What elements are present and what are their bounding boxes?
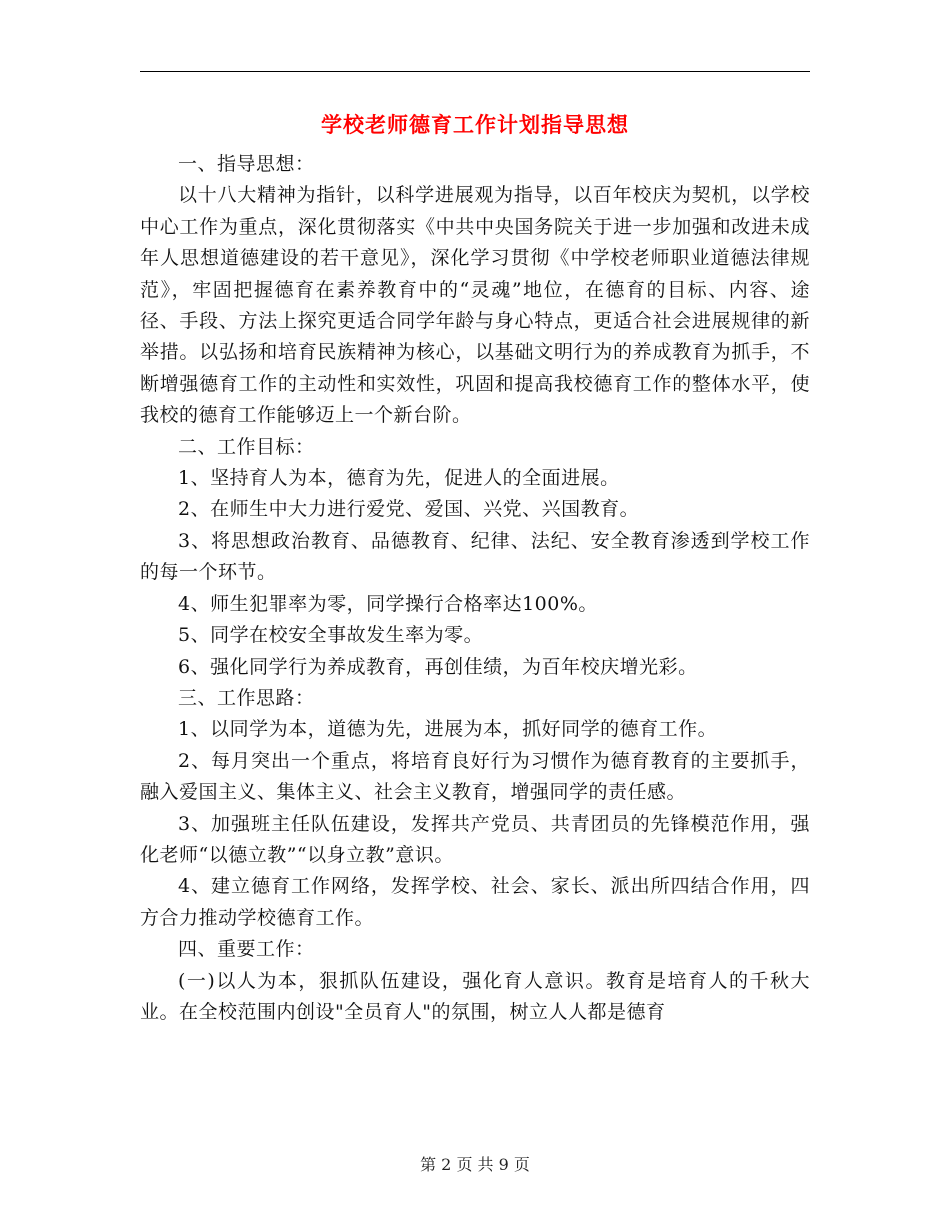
body-paragraph: 以十八大精神为指针，以科学进展观为指导，以百年校庆为契机，以学校中心工作为重点，深化贯彻落实《中共中央国务院关于进一步加强和改进未成年人思想道德建设的若干意见》，深化学习贯彻《中学校老师职业道德法律规范》，牢固把握德育在素养教育中的“灵魂”地位，在德育的目标、内容、途径、手段、方法上探究更适合同学年龄与身心特点，更适合社会进展规律的新举措。以弘扬和培育民族精神为核心，以基础文明行为的养成教育为抓手，不断增强德育工作的主动性和实效性，巩固和提高我校德育工作的整体水平，使我校的德育工作能够迈上一个新台阶。 <box>140 184 810 427</box>
list-item: 2、每月突出一个重点，将培育良好行为习惯作为德育教育的主要抓手，融入爱国主义、集体主义、社会主义教育，增强同学的责任感。 <box>140 749 810 804</box>
section-heading: 二、工作目标： <box>178 435 315 458</box>
section-heading: 三、工作思路： <box>178 686 315 709</box>
list-item: 4、师生犯罪率为零，同学操行合格率达100%。 <box>178 592 598 615</box>
list-item: 1、以同学为本，道德为先，进展为本，抓好同学的德育工作。 <box>178 718 718 741</box>
list-item: 5、同学在校安全事故发生率为零。 <box>178 624 484 647</box>
header-rule <box>140 71 810 72</box>
list-item: 3、加强班主任队伍建设，发挥共产党员、共青团员的先锋模范作用，强化老师“以德立教”“以身立教”意识。 <box>140 812 810 866</box>
list-item: 6、强化同学行为养成教育，再创佳绩，为百年校庆增光彩。 <box>178 655 698 678</box>
document-title: 学校老师德育工作计划指导思想 <box>321 112 629 137</box>
list-item: 4、建立德育工作网络，发挥学校、社会、家长、派出所四结合作用，四方合力推动学校德育工作。 <box>140 875 810 929</box>
section-heading: 四、重要工作： <box>178 938 315 961</box>
list-item: 2、在师生中大力进行爱党、爱国、兴党、兴国教育。 <box>178 498 640 521</box>
page-number: 第 2 页 共 9 页 <box>420 1155 530 1174</box>
section-heading: 一、指导思想： <box>178 153 315 175</box>
list-item: 3、将思想政治教育、品德教育、纪律、法纪、安全教育渗透到学校工作的每一个环节。 <box>140 529 810 584</box>
list-item: 1、坚持育人为本，德育为先，促进人的全面进展。 <box>178 467 620 490</box>
body-paragraph: (一)以人为本，狠抓队伍建设，强化育人意识。教育是培育人的千秋大业。在全校范围内创设"全员育人"的氛围，树立人人都是德育 <box>140 969 810 1023</box>
document-body <box>140 149 810 1028</box>
